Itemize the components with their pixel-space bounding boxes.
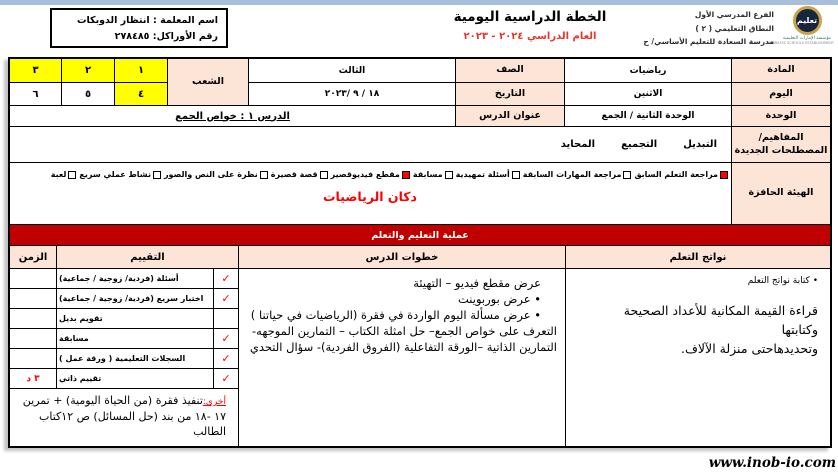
lesson-info-grid bbox=[10, 59, 830, 224]
learning-outcomes bbox=[566, 269, 830, 446]
time-value bbox=[10, 349, 56, 368]
step-line: عرض مقطع فيديو – التهيئة bbox=[413, 276, 541, 290]
checkbox-icon bbox=[445, 171, 453, 179]
org-name-arabic: مؤسسة الإمارات التعليمية bbox=[782, 36, 832, 41]
outcomes-header: نواتج التعلم bbox=[566, 246, 830, 268]
warmup-option-label: لعبة bbox=[50, 170, 67, 179]
outcomes-text bbox=[570, 302, 818, 358]
assessment-item: مسابقة bbox=[57, 329, 213, 348]
checkbox-icon bbox=[260, 171, 268, 179]
org-info bbox=[643, 6, 774, 49]
time-value bbox=[10, 329, 56, 348]
teacher-box bbox=[50, 8, 228, 48]
logo-text: تعليم bbox=[796, 16, 818, 25]
warmup-option-label: أسئلة تمهيدية bbox=[455, 170, 510, 179]
academic-year: العام الدراسي ٢٠٢٤ - ٢٠٢٣ bbox=[463, 31, 597, 42]
assessment-header: التقييم bbox=[57, 246, 238, 268]
lesson-title-label: عنوان الدرس bbox=[456, 106, 564, 126]
outcomes-line: وتحديدهاحتى منزلة الآلاف. bbox=[681, 340, 818, 356]
unit-label: الوحدة bbox=[732, 106, 830, 126]
grade-value: الثالث bbox=[249, 59, 455, 82]
checkbox-icon bbox=[153, 171, 161, 179]
warmup-option bbox=[164, 170, 268, 179]
date-label: التاريخ bbox=[456, 83, 564, 105]
warmup-options bbox=[12, 170, 728, 179]
check-mark-icon bbox=[214, 309, 238, 328]
org-zone: النطاق التعليمي ( ٢ ) bbox=[695, 23, 774, 33]
warmup-option bbox=[51, 170, 77, 179]
org-name-english: EMIRATES SCHOOLS ESTABLISHMENT bbox=[768, 41, 834, 45]
org-school: مدرسة السعادة للتعليم الأساسي/ ح bbox=[643, 37, 774, 46]
group-number: ٦ bbox=[10, 83, 61, 105]
step-line: • عرض مسألة اليوم الواردة في فقرة (الرياضيات في حياتنا ) bbox=[250, 308, 541, 323]
warmup-note: دكان الرياضيات bbox=[323, 189, 417, 204]
school-logo bbox=[768, 6, 834, 45]
lesson-steps bbox=[239, 269, 565, 446]
title-block bbox=[400, 9, 660, 42]
check-mark-icon: ✓ bbox=[214, 269, 238, 288]
teacher-name: اسم المعلمة : انتظار الدوبكات bbox=[76, 15, 218, 26]
check-mark-icon: ✓ bbox=[214, 289, 238, 308]
warmup-label: الهيئة الحافزة bbox=[732, 163, 830, 224]
lesson-title-value bbox=[10, 106, 455, 126]
outcomes-bullet-line: • كتابة نواتج التعلم bbox=[747, 276, 818, 286]
time-value bbox=[10, 289, 56, 308]
subject-value: رياضيات bbox=[565, 59, 731, 82]
group-number: ١ bbox=[115, 59, 167, 82]
checkbox-icon bbox=[402, 171, 410, 179]
assessment-item: السجلات التعليمية ( ورقة عمل ) bbox=[57, 349, 213, 368]
subject-label: المادة bbox=[732, 59, 830, 82]
time-value: ٣ د bbox=[10, 369, 56, 388]
unit-value: الوحدة الثانية / الجمع bbox=[565, 106, 731, 126]
outcomes-line: وكتابتها bbox=[781, 321, 818, 337]
outcomes-line: قراءة القيمة المكانية للأعداد الصحيحة bbox=[623, 303, 818, 318]
warmup-option-label: نشاط عملي سريع bbox=[79, 170, 151, 179]
warmup-option bbox=[79, 170, 161, 179]
concept-term: المحايد bbox=[560, 139, 596, 150]
group-number: ٢ bbox=[62, 59, 114, 82]
checkbox-icon bbox=[720, 171, 728, 179]
step-line: • عرض بوربوينت bbox=[457, 292, 541, 307]
taleem-logo-icon bbox=[793, 6, 822, 35]
lesson-title-text: الدرس ١ : خواص الجمع bbox=[175, 110, 290, 122]
warmup-option bbox=[634, 170, 728, 179]
day-value: الاثنين bbox=[565, 83, 731, 105]
concept-term: التبديل bbox=[683, 139, 717, 150]
day-label: اليوم bbox=[732, 83, 830, 105]
time-value bbox=[10, 309, 56, 328]
date-value: ١٨ / ٩ /٢٠٢٣ bbox=[249, 83, 455, 105]
check-mark-icon: ✓ bbox=[214, 329, 238, 348]
step-line: التعرف على خواص الجمع– حل امثلة الكتاب – التمارين الموجهه-التمارين الذاتية –الورقة التفاعلية (الفروق الفردية)- سؤال التحدي bbox=[249, 324, 557, 355]
time-header: الزمن bbox=[10, 246, 56, 268]
warmup-option bbox=[413, 170, 453, 179]
warmup-option-label: مراجعة المهارات السابقة bbox=[522, 170, 622, 179]
group-number: ٥ bbox=[62, 83, 114, 105]
warmup-option-label: مسابقة bbox=[412, 170, 443, 179]
other-text: تنفيذ فقرة (من الحياة اليومية) + تمرين ١٧ -١٨ من بند (حل المسائل) ص ١٢كتاب الطالب bbox=[22, 394, 226, 438]
process-banner: عملية التعليم والتعلم bbox=[10, 225, 830, 245]
check-mark-icon: ✓ bbox=[214, 369, 238, 388]
lesson-plan-table bbox=[8, 57, 832, 448]
page-title: الخطة الدراسية اليومية bbox=[453, 9, 607, 25]
warmup-option bbox=[271, 170, 328, 179]
warmup-option bbox=[523, 170, 632, 179]
warmup-option-label: مقطع فيديوقصير bbox=[330, 170, 400, 179]
checkbox-icon bbox=[512, 171, 520, 179]
check-mark-icon: ✓ bbox=[214, 349, 238, 368]
org-header bbox=[643, 6, 834, 49]
warmup-option-label: قصة قصيرة bbox=[270, 170, 318, 179]
warmup-content bbox=[10, 163, 731, 224]
checkbox-icon bbox=[68, 171, 76, 179]
grade-label: الصف bbox=[456, 59, 564, 82]
time-value bbox=[10, 269, 56, 288]
window-top-strip bbox=[0, 0, 838, 5]
warmup-option-label: مراجعة التعلم السابق bbox=[634, 170, 718, 179]
org-branch: الفرع المدرسي الأول bbox=[694, 10, 774, 19]
concepts-value bbox=[10, 127, 731, 162]
assessment-item: تقويم بديل bbox=[57, 309, 213, 328]
groups-label: الشعب bbox=[168, 59, 248, 105]
checkbox-icon bbox=[623, 171, 631, 179]
assessment-item: تقييم ذاتي bbox=[57, 369, 213, 388]
assessment-item: اختبار سريع (فردية/ زوجية / جماعية) bbox=[57, 289, 213, 308]
checkbox-icon bbox=[320, 171, 328, 179]
teacher-oracle-number: رقم الأوراكل: ٢٧٨٤٨٥ bbox=[114, 31, 218, 43]
other-label: أخرى: bbox=[202, 397, 226, 407]
assessment-item: أسئلة (فردية/ زوجية / جماعية) bbox=[57, 269, 213, 288]
concept-term: التجميع bbox=[621, 139, 658, 150]
group-number: ٤ bbox=[115, 83, 167, 105]
other-assessment bbox=[10, 389, 238, 446]
steps-header: خطوات الدرس bbox=[239, 246, 565, 268]
process-grid bbox=[10, 246, 830, 446]
warmup-option bbox=[456, 170, 520, 179]
warmup-option-label: نظرة على النص والصور bbox=[163, 170, 258, 179]
concepts-label: المفاهيم/ المصطلحات الجديدة bbox=[732, 127, 830, 162]
warmup-option bbox=[331, 170, 410, 179]
watermark: www.inob-io.com bbox=[708, 455, 836, 471]
group-number: ٣ bbox=[10, 59, 61, 82]
